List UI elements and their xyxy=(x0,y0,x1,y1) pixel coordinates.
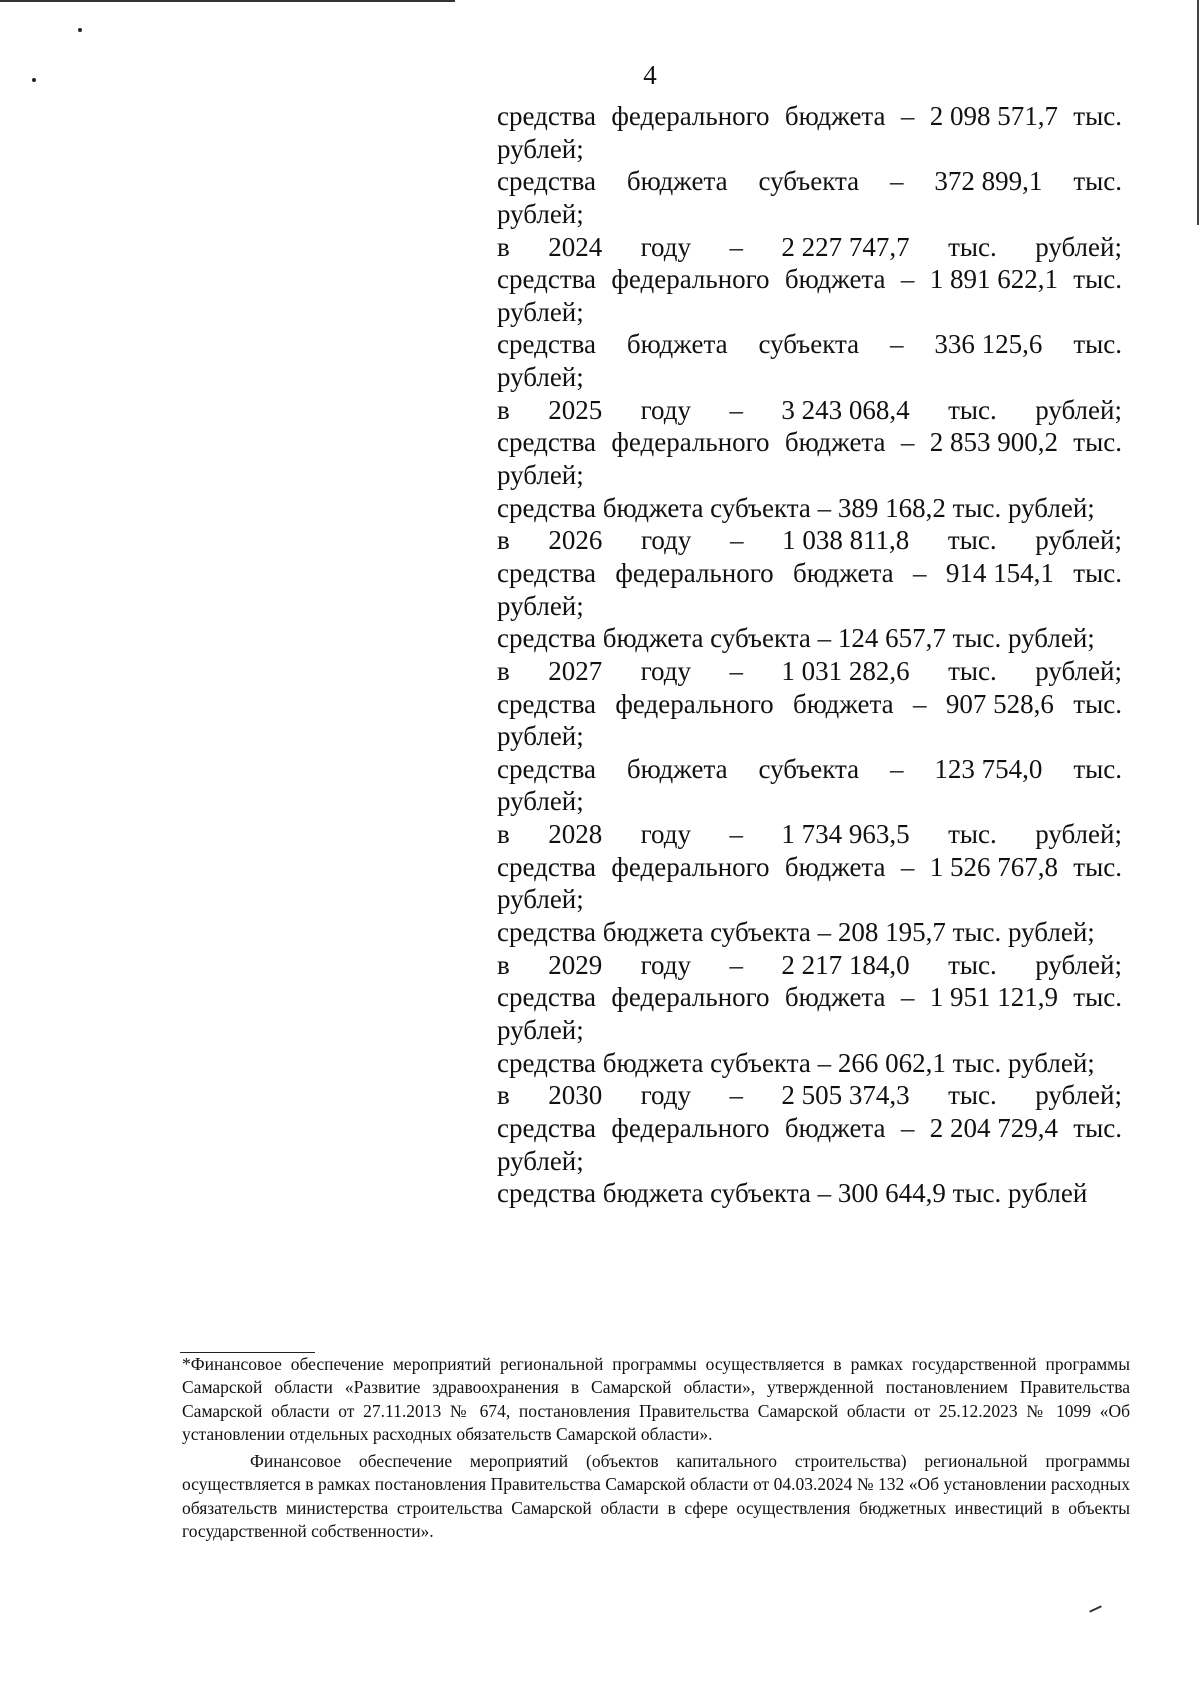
text-line: рублей; xyxy=(497,133,584,164)
text-line: рублей; xyxy=(497,1145,584,1176)
text-line: рублей; xyxy=(497,362,584,393)
text-line: средства федерального бюджета – 2 204 729,4 тыс. xyxy=(497,1112,1122,1143)
page-number: 4 xyxy=(643,60,657,90)
text-line: средства бюджета субъекта – 300 644,9 тыс. рублей xyxy=(497,1178,1088,1209)
text-line: средства федерального бюджета – 914 154,1 тыс. xyxy=(497,557,1122,588)
text-line: рублей; xyxy=(497,198,584,229)
text-line: рублей; xyxy=(497,590,584,621)
text-line: средства федерального бюджета – 1 951 121,9 тыс. xyxy=(497,982,1122,1013)
text-line: рублей; xyxy=(497,884,584,915)
text-line: средства бюджета субъекта – 389 168,2 тыс. рублей; xyxy=(497,492,1095,523)
scan-speck xyxy=(32,78,36,82)
text-line: в 2025 году – 3 243 068,4 тыс. рублей; xyxy=(497,394,1122,425)
text-line: рублей; xyxy=(497,1014,584,1045)
footnote-2: Финансовое обеспечение мероприятий (объектов капитального строительства) региональной программы осуществляется в рамках постановления Правительства Самарской области от 04.03.2024 № 132 «Об установлении расходных обязательств министерства строительства Самарской области в сфере осуществления бюджетных инвестиций в объекты государственной собственности». xyxy=(182,1451,1130,1542)
text-line: в 2027 году – 1 031 282,6 тыс. рублей; xyxy=(497,655,1122,686)
text-line: средства бюджета субъекта – 123 754,0 тыс. xyxy=(497,753,1122,784)
footnotes xyxy=(182,1353,1130,1547)
text-line: средства федерального бюджета – 907 528,6 тыс. xyxy=(497,688,1122,719)
text-line: рублей; xyxy=(497,460,584,491)
funding-breakdown xyxy=(497,100,1122,1210)
text-line: средства бюджета субъекта – 124 657,7 тыс. рублей; xyxy=(497,623,1095,654)
text-line: в 2028 году – 1 734 963,5 тыс. рублей; xyxy=(497,819,1122,850)
text-line: в 2024 году – 2 227 747,7 тыс. рублей; xyxy=(497,231,1122,262)
text-line: в 2026 году – 1 038 811,8 тыс. рублей; xyxy=(497,525,1122,556)
scan-mark xyxy=(1089,1605,1102,1612)
text-line: средства федерального бюджета – 1 526 767,8 тыс. xyxy=(497,851,1122,882)
text-line: рублей; xyxy=(497,721,584,752)
text-line: средства бюджета субъекта – 208 195,7 тыс. рублей; xyxy=(497,917,1095,948)
scan-right-edge xyxy=(1197,0,1199,225)
text-line: рублей; xyxy=(497,296,584,327)
text-line: в 2030 году – 2 505 374,3 тыс. рублей; xyxy=(497,1080,1122,1111)
footnote-1: *Финансовое обеспечение мероприятий региональной программы осуществляется в рамках государственной программы Самарской области «Развитие здравоохранения в Самарской области», утвержденной постановлением Правительства Самарской области от 27.11.2013 № 674, постановления Правительства Самарской области от 25.12.2023 № 1099 «Об установлении отдельных расходных обязательств Самарской области». xyxy=(182,1354,1130,1444)
text-line: средства бюджета субъекта – 266 062,1 тыс. рублей; xyxy=(497,1047,1095,1078)
text-line: средства федерального бюджета – 2 098 571,7 тыс. xyxy=(497,101,1122,131)
text-line: в 2029 году – 2 217 184,0 тыс. рублей; xyxy=(497,949,1122,980)
text-line: рублей; xyxy=(497,786,584,817)
text-line: средства бюджета субъекта – 336 125,6 тыс. xyxy=(497,329,1122,360)
scan-speck xyxy=(78,28,82,32)
scan-top-border xyxy=(0,0,455,2)
text-line: средства бюджета субъекта – 372 899,1 тыс. xyxy=(497,166,1122,197)
text-line: средства федерального бюджета – 2 853 900,2 тыс. xyxy=(497,427,1122,458)
text-line: средства федерального бюджета – 1 891 622,1 тыс. xyxy=(497,264,1122,295)
